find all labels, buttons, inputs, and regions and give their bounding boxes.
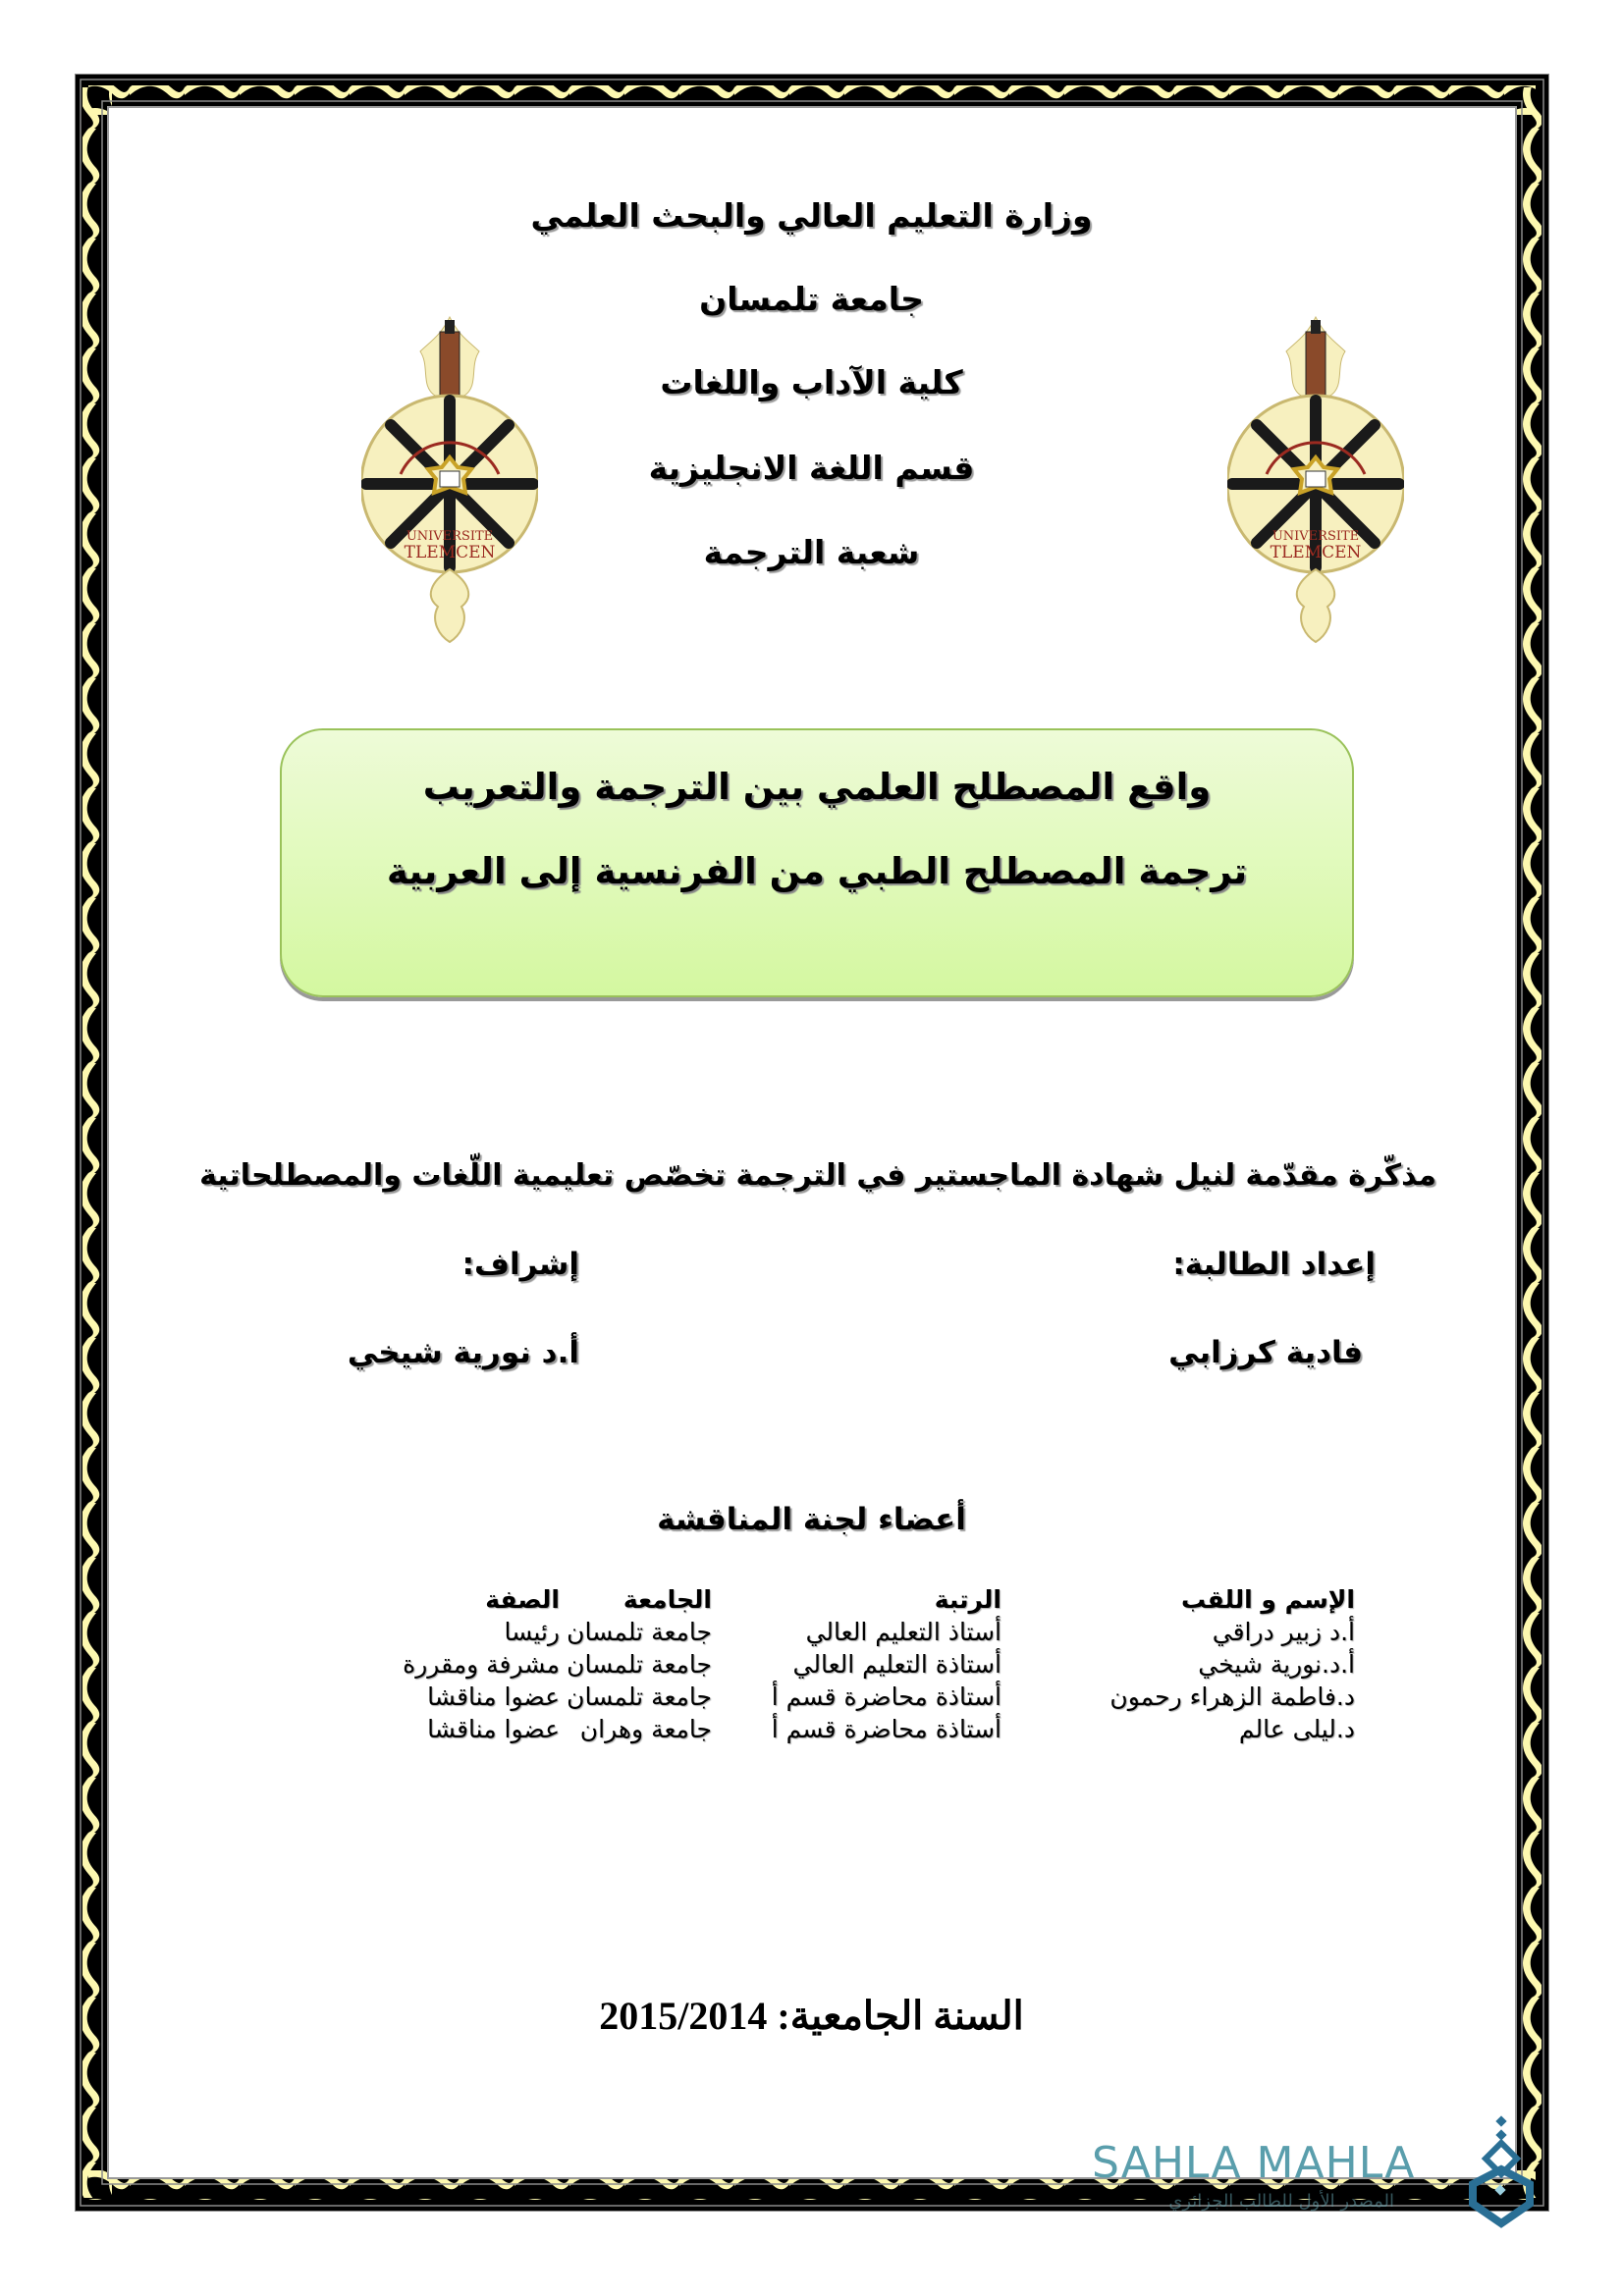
member-university: جامعة تلمسان [567, 1618, 712, 1646]
member-university: جامعة وهران [579, 1715, 712, 1743]
member-rank: أستاذ التعليم العالي [805, 1618, 1001, 1646]
department-name: قسم اللغة الانجليزية [648, 449, 975, 487]
ministry-name: وزارة التعليم العالي والبحث العلمي [530, 196, 1093, 235]
student-name: فادية كرزابي [1168, 1335, 1363, 1370]
academic-year [0, 1993, 1623, 2039]
member-name: د.فاطمة الزهراء رحمون [1109, 1682, 1355, 1711]
table-row [196, 1618, 1355, 1650]
university-name: جامعة تلمسان [699, 280, 924, 318]
faculty-name: كلية الآداب واللغات [660, 363, 963, 401]
thesis-title-line1: واقع المصطلح العلمي بين الترجمة والتعريب [422, 766, 1212, 808]
committee-table-header [196, 1585, 1355, 1618]
university-logo-right [1227, 312, 1404, 646]
thesis-title-box [280, 728, 1354, 997]
member-role: مشرفة ومقررة [403, 1650, 560, 1679]
member-role: عضوا مناقشا [427, 1682, 560, 1711]
table-row [196, 1715, 1355, 1747]
committee-table [196, 1585, 1355, 1747]
academic-year-label: السنة الجامعية: [777, 1994, 1024, 2038]
memoir-description: مذكّرة مقدّمة لنيل شهادة الماجستير في الترجمة تخصّص تعليمية اللّغات والمصطلحاتية [199, 1158, 1436, 1193]
member-university: جامعة تلمسان [567, 1682, 712, 1711]
member-role: رئيسا [504, 1618, 560, 1646]
supervisor-label: إشراف: [461, 1247, 579, 1282]
table-row [196, 1650, 1355, 1682]
svg-text:TLEMCEN: TLEMCEN [404, 543, 496, 562]
member-rank: أستاذة التعليم العالي [792, 1650, 1001, 1679]
header-university: الجامعة [622, 1585, 712, 1614]
member-role: عضوا مناقشا [427, 1715, 560, 1743]
header-role: الصفة [485, 1585, 560, 1614]
watermark-subtext: المصدر الأول للطالب الجزائري [1168, 2191, 1394, 2212]
header-name: الإسم و اللقب [1181, 1585, 1355, 1614]
member-university: جامعة تلمسان [567, 1650, 712, 1679]
member-name: أ.د زبير دراقي [1212, 1618, 1355, 1646]
table-row [196, 1682, 1355, 1715]
member-name: د.ليلى عالم [1238, 1715, 1355, 1743]
student-label: إعداد الطالبة: [1172, 1247, 1376, 1282]
member-name: أ.د.نورية شيخي [1198, 1650, 1355, 1679]
academic-year-value: 2015/2014 [599, 1994, 768, 2038]
branch-name: شعبة الترجمة [703, 533, 920, 571]
svg-text:TLEMCEN: TLEMCEN [1270, 543, 1362, 562]
svg-text:UNIVERSITE: UNIVERSITE [406, 529, 494, 544]
university-logo-left [361, 312, 538, 646]
member-rank: أستاذة محاضرة قسم أ [771, 1715, 1001, 1743]
supervisor-name: أ.د نورية شيخي [347, 1335, 579, 1370]
watermark-logo-icon [1463, 2115, 1542, 2233]
watermark-text: SAHLA MAHLA [1092, 2138, 1416, 2188]
committee-title: أعضاء لجنة المناقشة [657, 1502, 966, 1537]
thesis-title-line2: ترجمة المصطلح الطبي من الفرنسية إلى العربية [386, 850, 1248, 892]
svg-text:UNIVERSITE: UNIVERSITE [1271, 529, 1360, 544]
member-rank: أستاذة محاضرة قسم أ [771, 1682, 1001, 1711]
header-rank: الرتبة [934, 1585, 1001, 1614]
